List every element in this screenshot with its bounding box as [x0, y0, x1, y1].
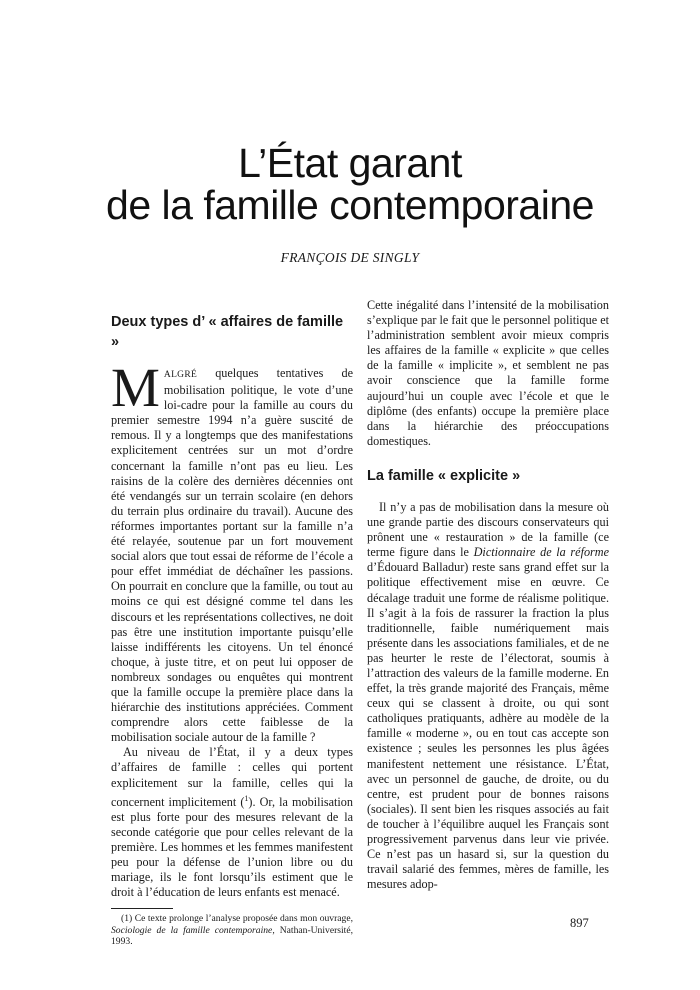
dictionnaire-title: Dictionnaire de la réforme: [473, 545, 609, 560]
right-paragraph-2-text-a: Il n’y a pas de mobilisation dans la mesure où une grande partie des discours conservateurs qui prônent une « restauration » de la famille (ce terme figure dans le: [367, 499, 609, 560]
footnote-text-b: , Nathan-Université, 1993.: [111, 924, 353, 948]
left-paragraph-1: [111, 357, 353, 745]
small-caps-lead: ALGRÉ: [163, 370, 198, 380]
section-heading-famille-explicite: La famille « explicite »: [367, 467, 521, 484]
right-column: [367, 298, 609, 892]
footnote-rule: [111, 908, 173, 909]
right-paragraph-2-text-b: d’Édouard Balladur) reste sans grand effet sur la politique effectivement mise en œuvre. Ce décalage traduit une forme de réalisme politique. Il s’agit à la fois de rassurer la fraction la plus traditionnelle, faible numériquement mais présente dans les associations familiales, et de ne pas heurter le reste de l’électorat, soumis à l’attraction des valeurs de la famille moderne. En effet, la très grande majorité des Français, même ceux qui se classent à droite, ou qui sont catholiques pratiquants, adhère au modèle de la famille « moderne », ou en tout cas accepte son existence ; seules les personnes les plus âgées manifestent nettement une résistance. L’État, avec un personnel de gauche, de droite, ou du centre, est prudent pour de bonnes raisons (sociales). Il sent bien les risques associés au fait de toucher à l’équilibre auquel les Français sont progressivement parvenus dans leur vie privée. Ce n’est pas un hasard si, sur la question du travail salarié des femmes, mères de famille, les mesures adop-: [367, 560, 609, 892]
left-column: [111, 298, 353, 948]
author-name: FRANÇOIS DE SINGLY: [280, 250, 420, 265]
left-paragraph-1-text: quelques tentatives de mobilisation politique, le vote d’une loi-cadre pour la famille au cours du premier semestre 1994 n’a guère suscité de remous. Il y a longtemps que des manifestations explicitement centrées sur un mot d’ordre concernant la famille n’ont pas eu lieu. Les raisins de la colère des dernières décennies ont été vendangés sur un terrain scolaire (en dehors du terrain plus ordinaire du travail). Aucune des réformes importantes portant sur la famille n’a été relayée, soutenue par un fort mouvement social alors que tout essai de réforme de l’école a pour effet immédiat de déchaîner les passions. On pourrait en conclure que la famille, ou tout au moins ce qui est désigné comme tel dans les discours et les représentations collectives, ne doit pas être une institution importante puisqu’elle laisse indifférents les citoyens. Un tel énoncé choque, à juste titre, et on peut lui opposer de nombreux sondages ou enquêtes qui montrent que la famille occupe la première place dans la hiérarchie des institutions appréciées. Comment comprendre alors cette faiblesse de la mobilisation sociale autour de la famille ?: [111, 366, 353, 745]
footnote-1: [111, 913, 353, 948]
footnote-book-title: Sociologie de la famille contemporaine: [111, 924, 273, 936]
right-paragraph-2: [367, 500, 609, 892]
left-paragraph-2-text-b: ). Or, la mobilisation est plus forte pour des mesures relevant de la seconde catégorie que pour celles relevant de la première. Les hommes et les femmes manifestent peu pour la défense de l’union libre ou du mariage, ils le font lorsqu’ils estiment que le droit à l’éducation de leurs enfants est menacé.: [111, 794, 353, 900]
left-paragraph-2-text-a: Au niveau de l’État, il y a deux types d’affaires de famille : celles qui portent explicitement sur la famille, celles qui la concernent implicitement (: [111, 745, 353, 809]
drop-cap: M: [111, 357, 160, 418]
page-number: 897: [570, 916, 589, 930]
footnote-ref[interactable]: 1: [244, 793, 249, 803]
article-title-line-1: L’État garant: [238, 140, 462, 186]
article-title-line-2: de la famille contemporaine: [106, 182, 594, 228]
section-heading-deux-types: Deux types d’ « affaires de famille »: [111, 314, 344, 350]
left-paragraph-2: [111, 745, 353, 900]
right-paragraph-1: Cette inégalité dans l’intensité de la mobilisation s’explique par le fait que le personnel politique et l’administration semblent avoir mieux compris les affaires de la famille « explicite » que celles de la famille « implicite », et semblent ne pas avoir conscience que la famille forme aujourd’hui un couple avec l’école et que le diplôme (des enfants) occupe la première place dans la hiérarchie des préoccupations domestiques.: [367, 298, 609, 448]
footnote-text-a: (1) Ce texte prolonge l’analyse proposée dans mon ouvrage,: [121, 913, 353, 925]
